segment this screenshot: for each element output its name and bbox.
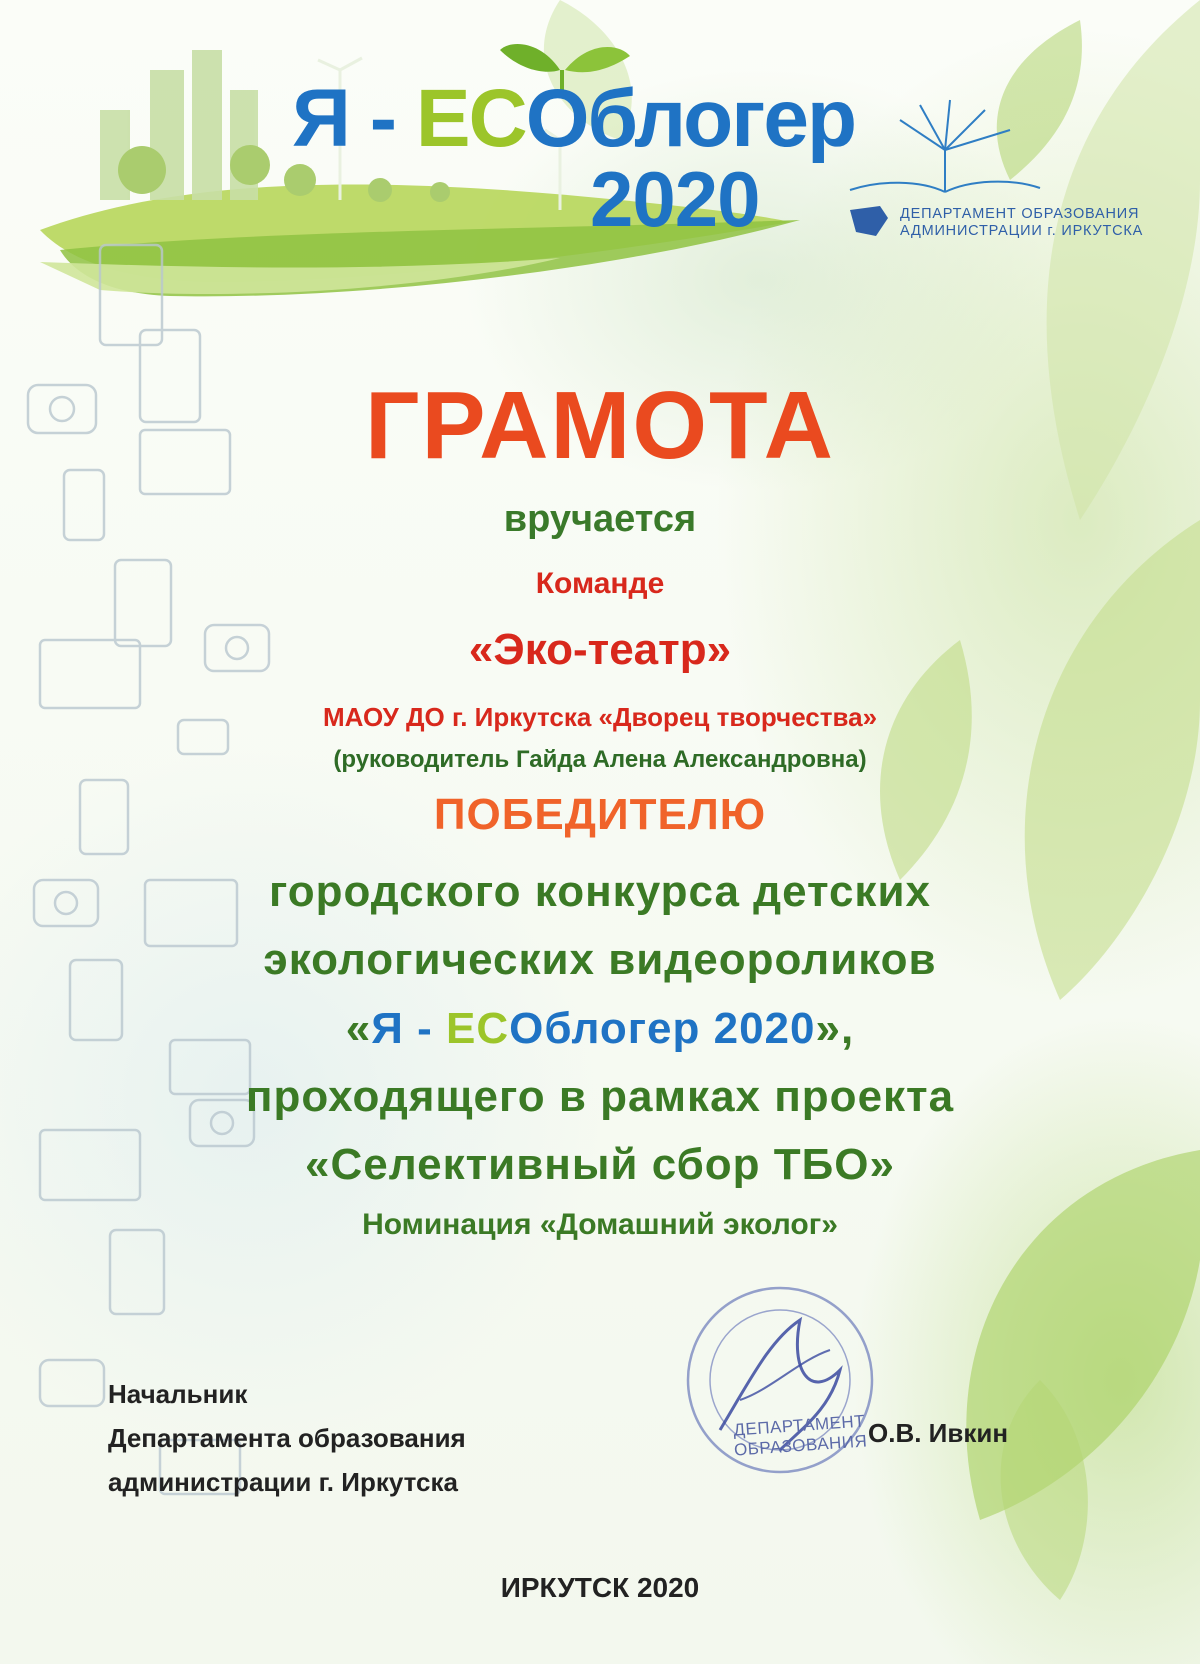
contest-name-ya: Я - <box>371 1004 447 1053</box>
logo-dash: - <box>348 73 416 164</box>
logo-ya: Я <box>292 73 349 164</box>
team-label: Команде <box>535 567 665 600</box>
signatory-position-line-2: Департамента образования <box>108 1423 466 1453</box>
signatory-position-line-3: администрации г. Иркутска <box>108 1467 458 1497</box>
stamp-line-1: ДЕПАРТАМЕНТ <box>732 1411 866 1440</box>
logo-blog: блогер <box>587 73 856 164</box>
event-logo-year: 2020 <box>590 155 760 243</box>
awarded-text: вручается <box>503 498 697 540</box>
project-name: «Селективный сбор ТБО» <box>305 1140 895 1189</box>
department-logo-text <box>900 206 1160 240</box>
department-line-1: ДЕПАРТАМЕНТ ОБРАЗОВАНИЯ <box>900 206 1140 222</box>
contest-line-1: городского конкурса детских <box>269 867 931 916</box>
contest-line-4: проходящего в рамках проекта <box>245 1072 955 1121</box>
organization-name: МАОУ ДО г. Иркутска «Дворец творчества» <box>322 702 878 732</box>
logo-eco-c: C <box>468 73 526 164</box>
department-line-2: АДМИНИСТРАЦИИ г. ИРКУТСКА <box>900 223 1144 239</box>
signatory-name: О.В. Ивкин <box>868 1418 1009 1448</box>
contest-line-2: экологических видеороликов <box>263 935 937 984</box>
footer-city-year: ИРКУТСК 2020 <box>500 1572 700 1603</box>
certificate-title: ГРАМОТА <box>365 372 835 479</box>
event-logo-title <box>292 73 856 164</box>
signatory-position <box>108 1372 466 1504</box>
logo-eco-o: O <box>525 73 588 164</box>
leader-name: (руководитель Гайда Алена Александровна) <box>333 746 867 773</box>
contest-name-open-quote: « <box>345 1004 372 1053</box>
contest-name-close-quote: », <box>815 1004 855 1053</box>
stamp-line-2: ОБРАЗОВАНИЯ <box>733 1431 868 1460</box>
winner-label: ПОБЕДИТЕЛЮ <box>433 790 767 839</box>
contest-name-blog: блогер 2020 <box>544 1004 816 1053</box>
nomination: Номинация «Домашний эколог» <box>362 1208 838 1241</box>
contest-name-o: O <box>509 1004 545 1053</box>
contest-name-line <box>0 1004 1200 1054</box>
logo-eco-e: E <box>415 73 469 164</box>
team-name: «Эко-театр» <box>468 625 732 674</box>
contest-name-eco: EC <box>446 1004 510 1053</box>
signatory-position-line-1: Начальник <box>108 1379 248 1409</box>
